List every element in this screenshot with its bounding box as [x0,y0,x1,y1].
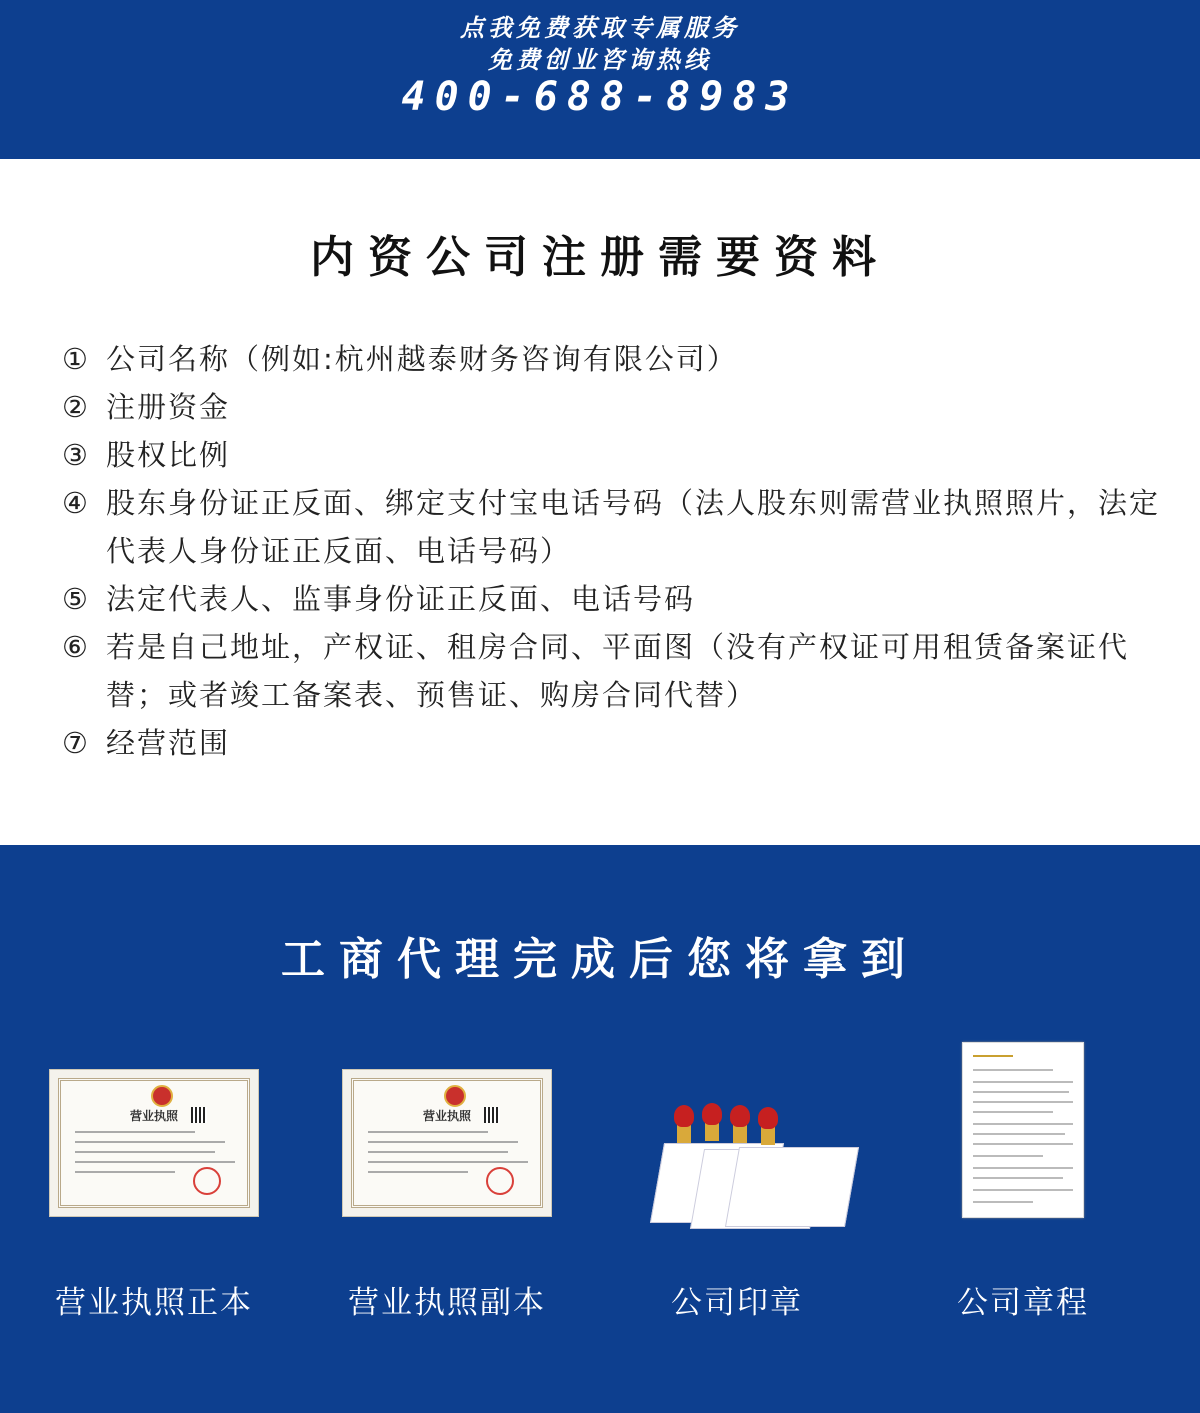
list-item [62,479,1162,575]
banner-phone-number[interactable]: 400-688-8983 [401,74,799,120]
deliverable-label: 公司章程 [957,1285,1089,1321]
list-item [62,335,1162,383]
deliverable-license-original [34,845,274,1413]
deliverable-license-copy [327,845,567,1413]
text-line [973,1189,1073,1191]
stamp-icon [193,1167,221,1195]
text-line [973,1111,1053,1113]
item-text: 经营范围 [106,726,231,760]
text-line [973,1081,1073,1083]
text-line [75,1151,215,1153]
requirements-title: 内资公司注册需要资料 [310,232,890,283]
item-number: ⑤ [62,582,90,616]
text-line [368,1151,508,1153]
seal-paper-icon [725,1147,859,1227]
item-text: 股东身份证正反面、绑定支付宝电话号码（法人股东则需营业执照照片，法定代表人身份证正反面、电话号码） [106,486,1161,568]
national-emblem-icon [151,1085,173,1107]
national-emblem-icon [444,1085,466,1107]
company-seals-image [647,1103,847,1253]
deliverables-title: 工商代理完成后您将拿到 [281,934,919,985]
list-item [62,383,1162,431]
text-line [368,1171,468,1173]
requirements-section [0,159,1200,845]
top-banner[interactable] [0,0,1200,159]
deliverable-articles [903,845,1143,1413]
stamp-icon [486,1167,514,1195]
list-item [62,431,1162,479]
item-number: ② [62,390,90,424]
item-text: 注册资金 [106,390,231,424]
item-text: 法定代表人、监事身份证正反面、电话号码 [106,582,696,616]
text-line [973,1101,1073,1103]
license-title: 营业执照 [422,1109,471,1123]
license-frame [351,1078,543,1208]
text-line [973,1123,1073,1125]
requirements-list [62,335,1162,767]
text-line [368,1131,488,1133]
seal-icon [730,1105,750,1127]
item-text: 股权比例 [106,438,231,472]
item-text: 若是自己地址，产权证、租房合同、平面图（没有产权证可用租赁备案证代替；或者竣工备案表、预售证、购房合同代替） [106,630,1130,712]
deliverable-company-seals [617,845,857,1413]
text-line [973,1201,1033,1203]
item-number: ③ [62,438,90,472]
text-line [75,1171,175,1173]
deliverable-label: 营业执照正本 [55,1285,253,1321]
list-item [62,623,1162,719]
text-line [973,1133,1065,1135]
item-number: ⑦ [62,726,90,760]
banner-hotline-label: 免费创业咨询热线 [488,46,712,74]
item-text: 公司名称（例如:杭州越泰财务咨询有限公司） [106,342,738,376]
text-line [973,1069,1053,1071]
text-line [973,1055,1013,1057]
item-number: ④ [62,486,90,520]
seal-icon [758,1107,778,1129]
license-frame [58,1078,250,1208]
seal-icon [702,1103,722,1125]
license-title: 营业执照 [129,1109,178,1123]
list-item [62,575,1162,623]
qr-code-icon [191,1107,207,1123]
text-line [368,1161,528,1163]
text-line [973,1155,1043,1157]
text-line [75,1131,195,1133]
text-line [75,1141,225,1143]
text-line [973,1167,1073,1169]
qr-code-icon [484,1107,500,1123]
deliverable-label: 公司印章 [671,1285,803,1321]
license-original-image [49,1069,259,1217]
item-number: ⑥ [62,630,90,664]
item-number: ① [62,342,90,376]
articles-document-image [962,1042,1084,1218]
banner-service-text[interactable]: 点我免费获取专属服务 [460,14,740,42]
license-copy-image [342,1069,552,1217]
deliverable-label: 营业执照副本 [348,1285,546,1321]
text-line [368,1141,518,1143]
deliverables-section [0,845,1200,1413]
list-item [62,719,1162,767]
text-line [973,1177,1063,1179]
text-line [75,1161,235,1163]
seal-icon [674,1105,694,1127]
text-line [973,1143,1073,1145]
text-line [973,1091,1069,1093]
